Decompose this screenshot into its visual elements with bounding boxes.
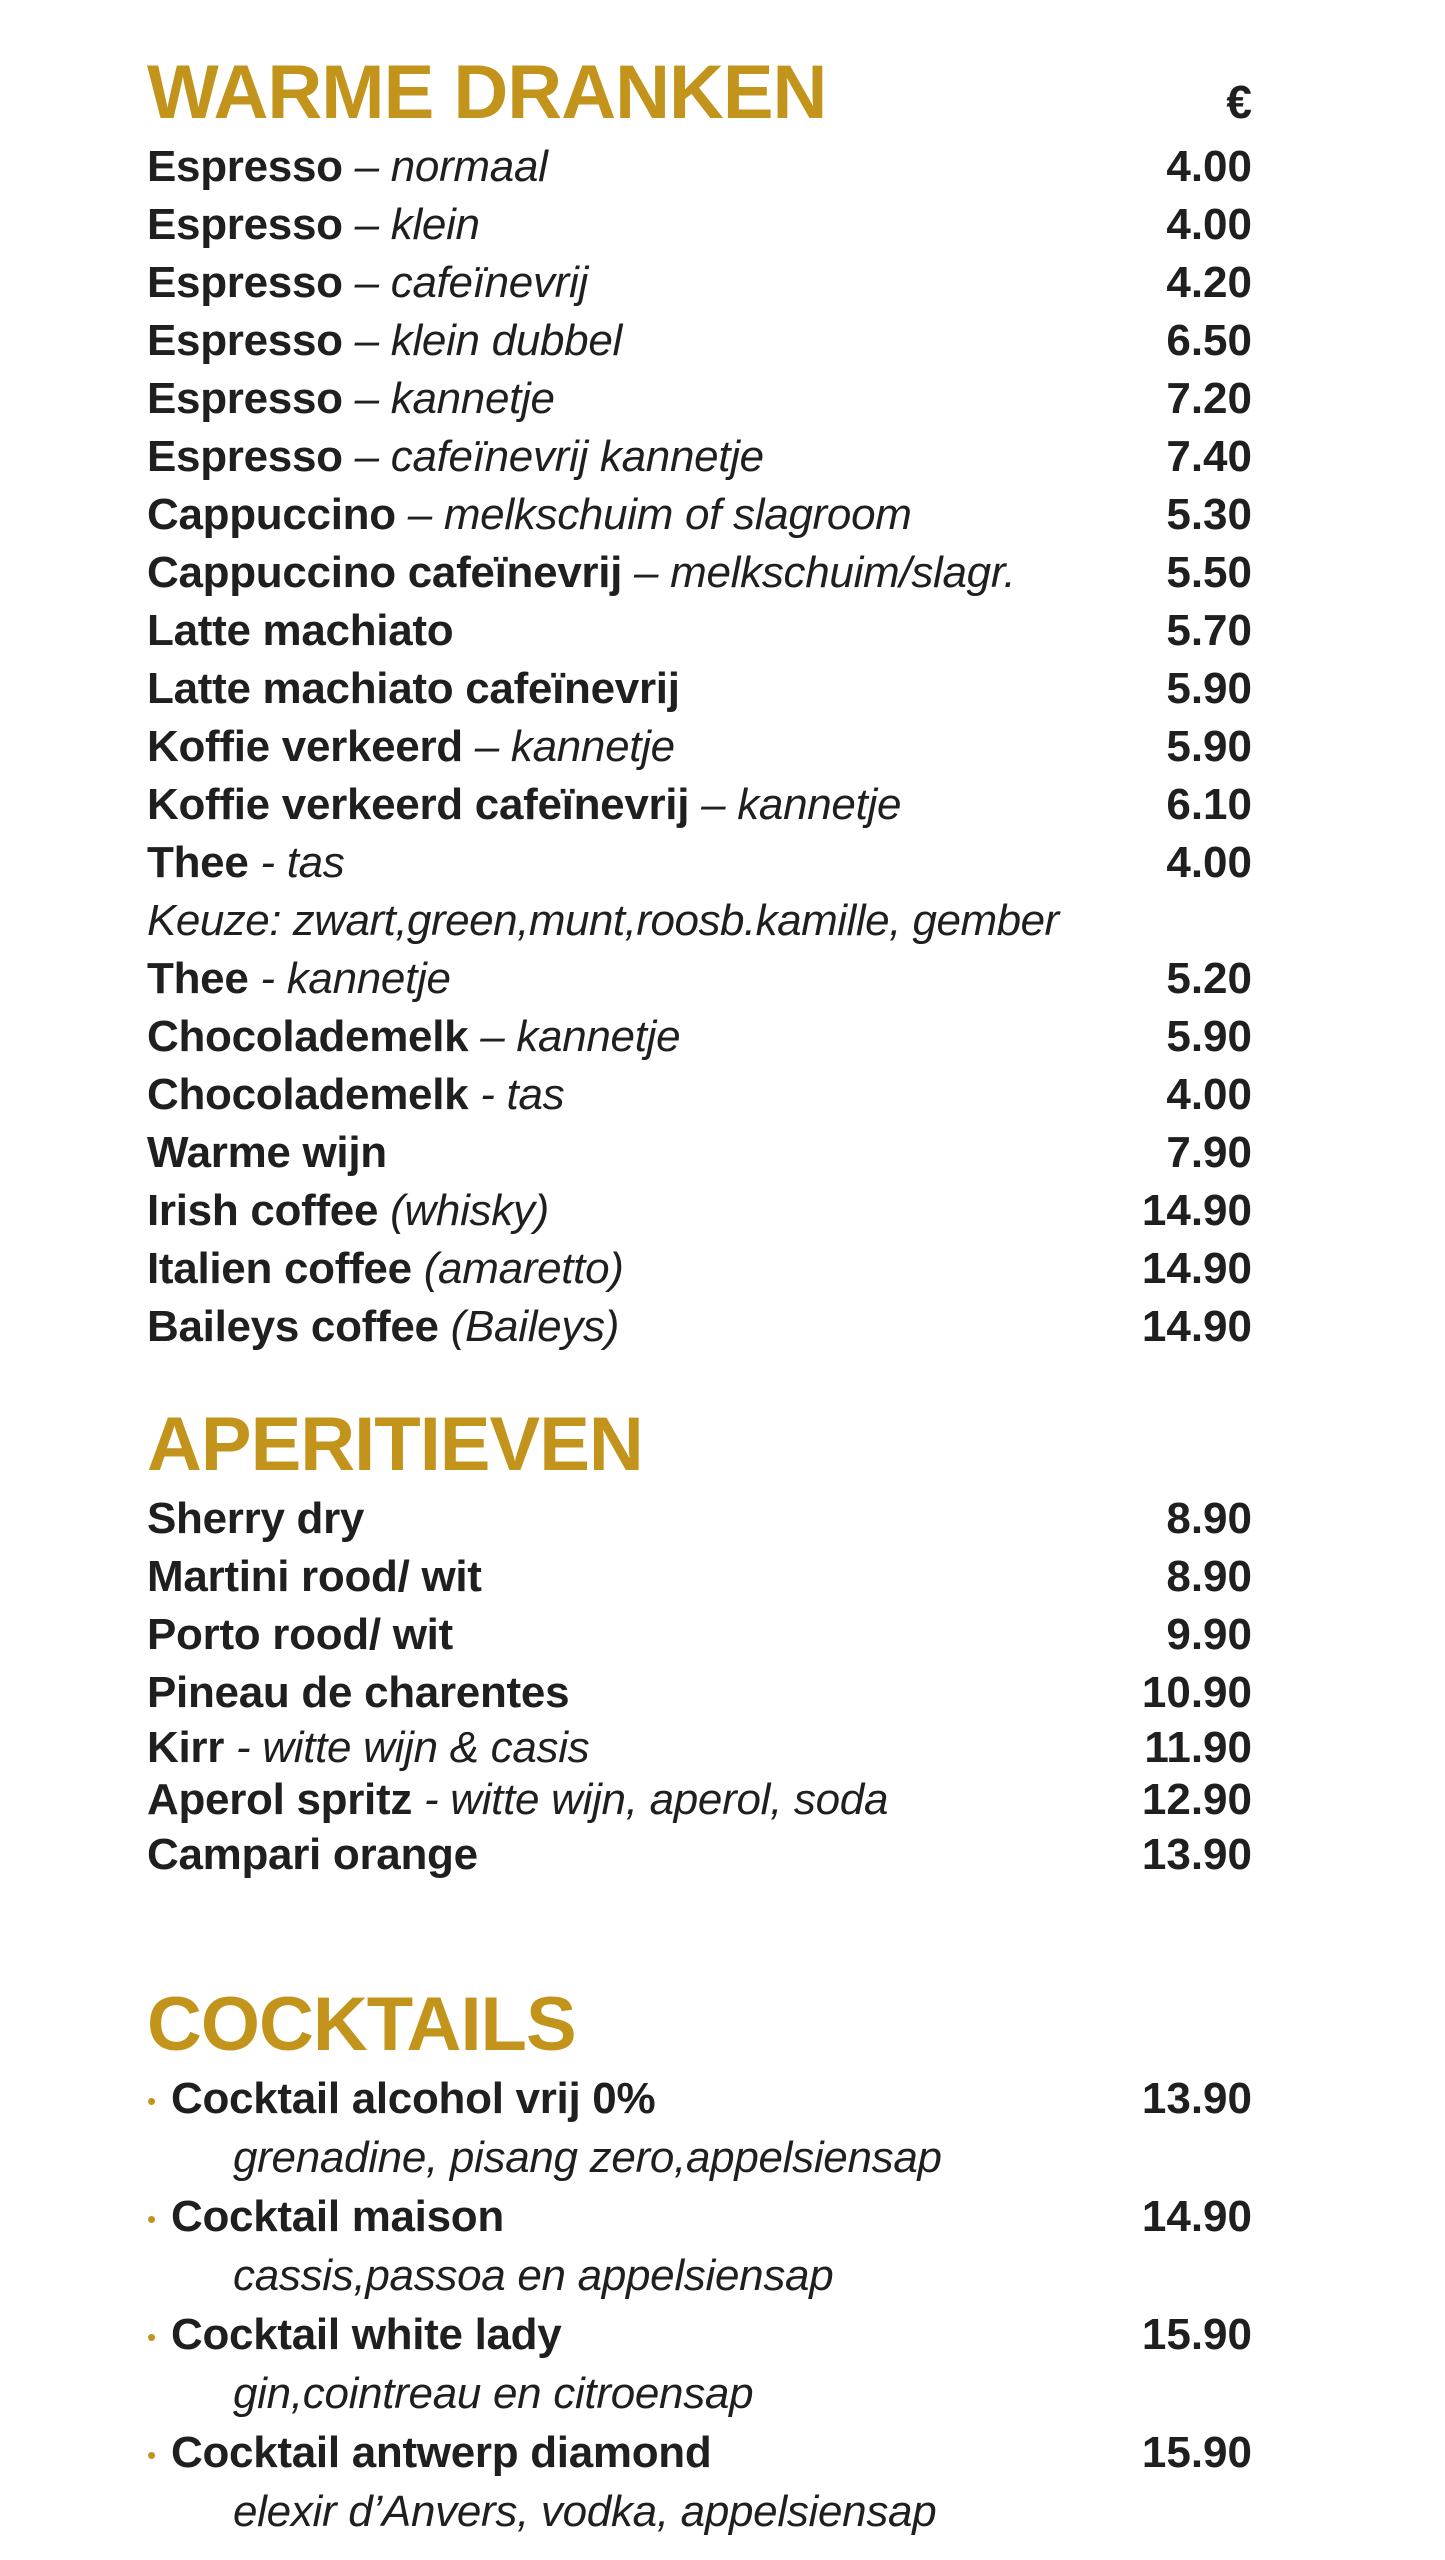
menu-item-price: 5.90 xyxy=(1166,722,1252,771)
menu-item-name: Espresso xyxy=(147,316,343,365)
cocktail-name: Cocktail antwerp diamond xyxy=(171,2428,712,2477)
menu-item-price: 5.50 xyxy=(1166,548,1252,597)
menu-item xyxy=(147,1826,1252,1884)
menu-item-price: 5.20 xyxy=(1166,954,1252,1003)
menu-item-price: 4.00 xyxy=(1166,1070,1252,1119)
menu-item-name: Irish coffee xyxy=(147,1186,379,1235)
menu-item-price: 7.20 xyxy=(1166,374,1252,423)
menu-item-description: – klein xyxy=(342,200,480,249)
cocktail-header xyxy=(147,2424,1252,2482)
menu-item xyxy=(147,1722,1252,1774)
menu-item-price: 14.90 xyxy=(1141,1244,1252,1293)
bullet-icon: • xyxy=(147,2440,157,2471)
menu-item-name: Campari orange xyxy=(147,1830,478,1879)
menu-item xyxy=(147,718,1252,776)
menu-item xyxy=(147,312,1252,370)
menu-item-description: – melkschuim/slagr. xyxy=(622,548,1016,597)
menu-item xyxy=(147,428,1252,486)
menu-item-name: Espresso xyxy=(147,142,343,191)
menu-item-name: Koffie verkeerd cafeïnevrij xyxy=(147,780,690,829)
menu-item-price: 4.00 xyxy=(1166,200,1252,249)
menu-item-name: Cappuccino cafeïnevrij xyxy=(147,548,623,597)
menu-item-description: - witte wijn & casis xyxy=(224,1723,590,1772)
menu-item-name: Italien coffee xyxy=(147,1244,412,1293)
menu-item-description: – melkschuim of slagroom xyxy=(395,490,912,539)
menu-item-name: Martini rood/ wit xyxy=(147,1552,482,1601)
menu-item xyxy=(147,776,1252,834)
menu-item-name: Latte machiato cafeïnevrij xyxy=(147,664,680,713)
cocktail-price: 15.90 xyxy=(1141,2428,1252,2477)
menu-item-description: – cafeïnevrij kannetje xyxy=(342,432,764,481)
menu-item-name: Aperol spritz xyxy=(147,1775,413,1824)
menu-item-description: - kannetje xyxy=(248,954,451,1003)
menu-item-name: Thee xyxy=(147,954,249,1003)
menu-item-name: Espresso xyxy=(147,258,343,307)
cocktail-header xyxy=(147,2188,1252,2246)
menu-item xyxy=(147,1182,1252,1240)
cocktail-item xyxy=(147,2188,1252,2306)
menu-item-description: – cafeïnevrij xyxy=(342,258,588,307)
menu-item xyxy=(147,1548,1252,1606)
menu-item xyxy=(147,1066,1252,1124)
cocktail-ingredients: grenadine, pisang zero,appelsiensap xyxy=(233,2133,942,2182)
menu-item xyxy=(147,196,1252,254)
menu-item-name: Cappuccino xyxy=(147,490,396,539)
menu-item-name: Kirr xyxy=(147,1723,225,1772)
section-cocktails xyxy=(147,1980,1252,2542)
menu-item-description: (Baileys) xyxy=(438,1302,620,1351)
menu-item-description: – kannetje xyxy=(689,780,902,829)
menu-item-price: 8.90 xyxy=(1166,1494,1252,1543)
menu-item-price: 4.00 xyxy=(1166,142,1252,191)
menu-item-name: Porto rood/ wit xyxy=(147,1610,453,1659)
menu-item-price: 4.20 xyxy=(1166,258,1252,307)
menu-item-price: 13.90 xyxy=(1141,1830,1252,1879)
cocktail-ingredients: cassis,passoa en appelsiensap xyxy=(233,2251,834,2300)
tea-choice-note: Keuze: zwart,green,munt,roosb.kamille, gember xyxy=(147,896,1059,945)
menu-item xyxy=(147,1124,1252,1182)
menu-item-price: 7.40 xyxy=(1166,432,1252,481)
menu-item-price: 6.50 xyxy=(1166,316,1252,365)
menu-list-aperitieven xyxy=(147,1490,1252,1884)
menu-item xyxy=(147,1298,1252,1356)
menu-item-price: 4.00 xyxy=(1166,838,1252,887)
cocktail-name: Cocktail white lady xyxy=(171,2310,562,2359)
cocktail-name: Cocktail alcohol vrij 0% xyxy=(171,2074,656,2123)
menu-item xyxy=(147,138,1252,196)
menu-item-price: 6.10 xyxy=(1166,780,1252,829)
menu-item-price: 8.90 xyxy=(1166,1552,1252,1601)
menu-item-price: 12.90 xyxy=(1141,1775,1252,1824)
menu-item-name: Warme wijn xyxy=(147,1128,387,1177)
cocktail-price: 14.90 xyxy=(1141,2192,1252,2241)
menu-item-name: Espresso xyxy=(147,374,343,423)
menu-item-name: Espresso xyxy=(147,200,343,249)
menu-item-name: Pineau de charentes xyxy=(147,1668,570,1717)
section-warme-dranken xyxy=(147,48,1252,1356)
menu-item-price: 14.90 xyxy=(1141,1302,1252,1351)
menu-item xyxy=(147,660,1252,718)
menu-item-price: 11.90 xyxy=(1144,1723,1252,1772)
menu-item-price: 5.90 xyxy=(1166,664,1252,713)
menu-item-price: 5.30 xyxy=(1166,490,1252,539)
menu-item-name: Sherry dry xyxy=(147,1494,365,1543)
cocktail-item xyxy=(147,2306,1252,2424)
menu-item-name: Koffie verkeerd xyxy=(147,722,463,771)
drinks-menu xyxy=(147,48,1252,2542)
menu-item xyxy=(147,1606,1252,1664)
menu-item xyxy=(147,602,1252,660)
menu-item xyxy=(147,486,1252,544)
menu-item-name: Chocolademelk xyxy=(147,1012,469,1061)
cocktail-ingredients: elexir d’Anvers, vodka, appelsiensap xyxy=(233,2487,937,2536)
menu-item-price: 10.90 xyxy=(1141,1668,1252,1717)
cocktail-price: 15.90 xyxy=(1141,2310,1252,2359)
menu-item-description: – kannetje xyxy=(342,374,555,423)
bullet-icon: • xyxy=(147,2204,157,2235)
menu-item-description: (amaretto) xyxy=(411,1244,624,1293)
cocktail-name: Cocktail maison xyxy=(171,2192,504,2241)
currency-symbol: € xyxy=(1226,76,1252,128)
menu-item xyxy=(147,1774,1252,1826)
menu-item xyxy=(147,950,1252,1008)
cocktail-item xyxy=(147,2424,1252,2542)
menu-item xyxy=(147,254,1252,312)
menu-item-description: – normaal xyxy=(342,142,548,191)
bullet-icon: • xyxy=(147,2322,157,2353)
bullet-icon: • xyxy=(147,2086,157,2117)
menu-item xyxy=(147,834,1252,892)
menu-item-name: Thee xyxy=(147,838,249,887)
menu-item-description: - tas xyxy=(248,838,345,887)
cocktail-header xyxy=(147,2070,1252,2128)
menu-item xyxy=(147,1490,1252,1548)
menu-item-price: 9.90 xyxy=(1166,1610,1252,1659)
menu-list-warme-dranken-continued xyxy=(147,950,1252,1356)
menu-item-description: (whisky) xyxy=(378,1186,549,1235)
section-title-warme-dranken: WARME DRANKEN xyxy=(147,50,827,135)
menu-item-price: 5.90 xyxy=(1166,1012,1252,1061)
menu-item-description: – kannetje xyxy=(462,722,675,771)
menu-item-description: - witte wijn, aperol, soda xyxy=(412,1775,889,1824)
menu-item-price: 14.90 xyxy=(1141,1186,1252,1235)
menu-list-cocktails xyxy=(147,2070,1252,2542)
cocktail-header xyxy=(147,2306,1252,2364)
section-aperitieven xyxy=(147,1400,1252,1884)
menu-item xyxy=(147,544,1252,602)
menu-item-description: - tas xyxy=(468,1070,565,1119)
cocktail-price: 13.90 xyxy=(1141,2074,1252,2123)
menu-item xyxy=(147,1008,1252,1066)
section-title-cocktails: COCKTAILS xyxy=(147,1982,576,2067)
menu-item xyxy=(147,370,1252,428)
menu-item-price: 7.90 xyxy=(1166,1128,1252,1177)
cocktail-item xyxy=(147,2070,1252,2188)
cocktail-ingredients: gin,cointreau en citroensap xyxy=(233,2369,754,2418)
menu-item-price: 5.70 xyxy=(1166,606,1252,655)
menu-list-warme-dranken xyxy=(147,138,1252,892)
menu-item xyxy=(147,1240,1252,1298)
menu-item-name: Chocolademelk xyxy=(147,1070,469,1119)
menu-item-name: Baileys coffee xyxy=(147,1302,439,1351)
section-title-aperitieven: APERITIEVEN xyxy=(147,1402,643,1487)
menu-item-description: – klein dubbel xyxy=(342,316,622,365)
menu-item xyxy=(147,1664,1252,1722)
menu-item-description: – kannetje xyxy=(468,1012,681,1061)
menu-item-name: Espresso xyxy=(147,432,343,481)
menu-item-name: Latte machiato xyxy=(147,606,454,655)
